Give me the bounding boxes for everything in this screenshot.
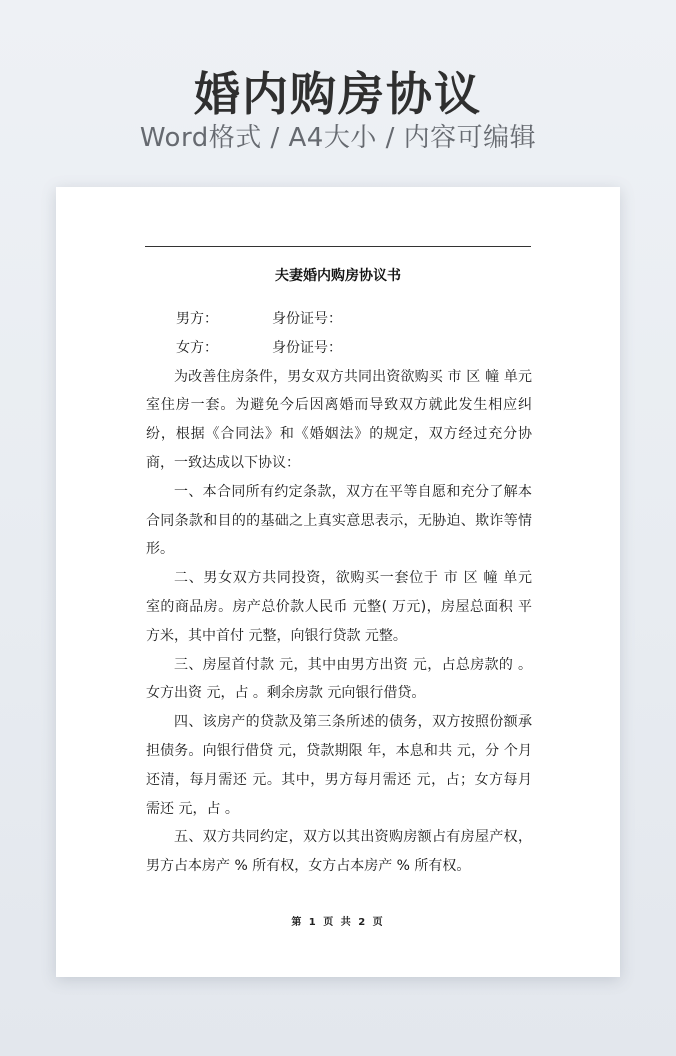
clause-1-paragraph: 一、本合同所有约定条款，双方在平等自愿和充分了解本合同条款和目的的基础之上真实意思表示，无胁迫、欺诈等情形。	[146, 483, 532, 558]
clause-5-paragraph: 五、双方共同约定，双方以其出资购房额占有房屋产权，男方占本房产 % 所有权，女方占本房产 % 所有权。	[146, 829, 532, 875]
page-number-footer: 第 1 页 共 2 页	[291, 917, 385, 928]
banner-subtitle: Word格式 / A4大小 / 内容可编辑	[139, 123, 537, 153]
header-rule	[145, 246, 531, 247]
clause-3-paragraph: 三、房屋首付款 元，其中由男方出资 元，占总房款的 。女方出资 元，占 。剩余房款 元向银行借贷。	[146, 656, 532, 702]
wife-id-label: 身份证号：	[272, 339, 342, 356]
husband-label: 男方：	[176, 311, 218, 327]
husband-id-label: 身份证号：	[272, 311, 342, 327]
preamble-paragraph: 为改善住房条件，男女双方共同出资欲购买 市 区 幢 单元 室住房一套。为避免今后因离婚而导致双方就此发生相应纠纷，根据《合同法》和《婚姻法》的规定，双方经过充分协商，一致达成以下协议：	[146, 368, 532, 471]
wife-field-row	[146, 334, 532, 363]
clause-4-paragraph: 四、该房产的贷款及第三条所述的债务，双方按照份额承担债务。向银行借贷 元，贷款期限 年，本息和共 元，分 个月还清，每月需还 元。其中，男方每月需还 元，占；女方每月需还 元，占 。	[146, 714, 532, 817]
husband-field-row	[146, 305, 532, 334]
document-title: 夫妻婚内购房协议书	[275, 268, 401, 284]
document-body	[146, 305, 532, 881]
document-page	[56, 187, 620, 977]
banner-title: 婚内购房协议	[194, 67, 482, 121]
clause-2-paragraph: 二、男女双方共同投资，欲购买一套位于 市 区 幢 单元 室的商品房。房产总价款人民币 元整( 万元)，房屋总面积 平方米，其中首付 元整，向银行贷款 元整。	[146, 570, 532, 644]
wife-label: 女方：	[176, 339, 218, 356]
